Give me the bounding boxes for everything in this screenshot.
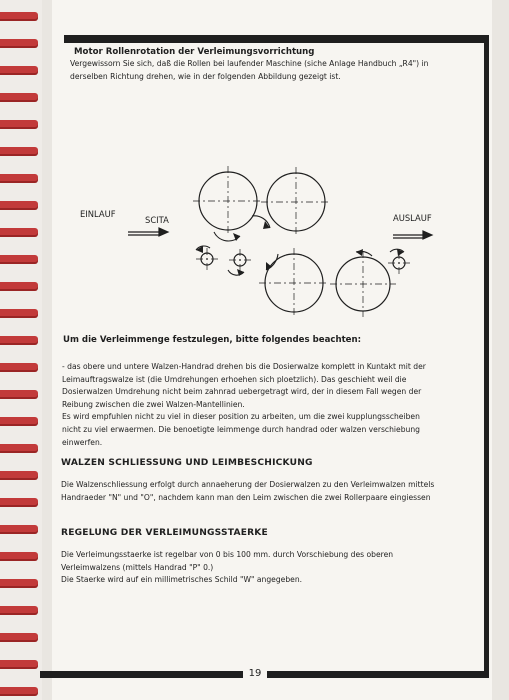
adjust-paragraph [62, 361, 426, 449]
text-line: Die Verleimungsstaerke ist regelbar von 0 bis 100 mm. durch Vorschiebung des oberen [61, 550, 394, 559]
text-line: Reibung zwischen die zwei Walzen-Mantellinien. [62, 399, 245, 409]
text-line: einwerfen. [62, 437, 103, 447]
adjust-heading: Um die Verleimmenge festzulegen, bitte folgendes beachten: [63, 335, 362, 345]
outfeed-label: AUSLAUF [393, 213, 432, 223]
text-line: nicht zu viel erwaermen. Die benoetigte leimmenge durch handrad oder walzen verschiebung [62, 424, 420, 434]
roller-closing-paragraph [61, 479, 434, 504]
text-line: Verleimwalzens (mittels Handrad "P" 0.) [61, 562, 214, 572]
page-number: 19 [243, 666, 267, 682]
text-line: Es wird empfuhlen nicht zu viel in dieser position zu arbeiten, um die zwei kupplungsscheiben [62, 412, 420, 422]
main-heading: Motor Rollenrotation der Verleimungsvorrichtung [74, 47, 315, 57]
text-line: derselben Richtung drehen, wie in der folgenden Abbildung gezeigt ist. [70, 71, 341, 81]
text-line: - das obere und untere Walzen-Handrad drehen bis die Dosierwalze komplett in Kuntakt mit der [62, 362, 426, 371]
section-heading-roller-closing: WALZEN SCHLIESSUNG UND LEIMBESCHICKUNG [61, 458, 313, 468]
text-line: Die Walzenschliessung erfolgt durch annaeherung der Dosierwalzen zu den Verleimwalzen mittels [61, 480, 435, 489]
text-line: Handraeder "N" und "O", nachdem kann man den Leim zwischen die zwei Rollerpaare eingiessen [61, 492, 431, 502]
glue-thickness-paragraph [61, 549, 393, 587]
text-line: Die Staerke wird auf ein millimetrisches Schild "W" angegeben. [61, 575, 303, 585]
section-heading-glue-thickness: REGELUNG DER VERLEIMUNGSSTAERKE [61, 528, 268, 538]
scita-label: SCITA [145, 215, 169, 225]
text-line: Vergewissorn Sie sich, daß die Rollen bei laufender Maschine (siche Anlage Handbuch „R4") in [70, 59, 429, 68]
infeed-label: EINLAUF [80, 209, 116, 219]
text-line: Leimauftragswalze ist (die Umdrehungen erhoehen sich ploetzlich). Das geschieht weil die [62, 374, 407, 384]
text-line: Dosierwalzen Umdrehung nicht beim zahnrad uebergetragt wird, der in diesem Fall wegen der [62, 387, 422, 397]
